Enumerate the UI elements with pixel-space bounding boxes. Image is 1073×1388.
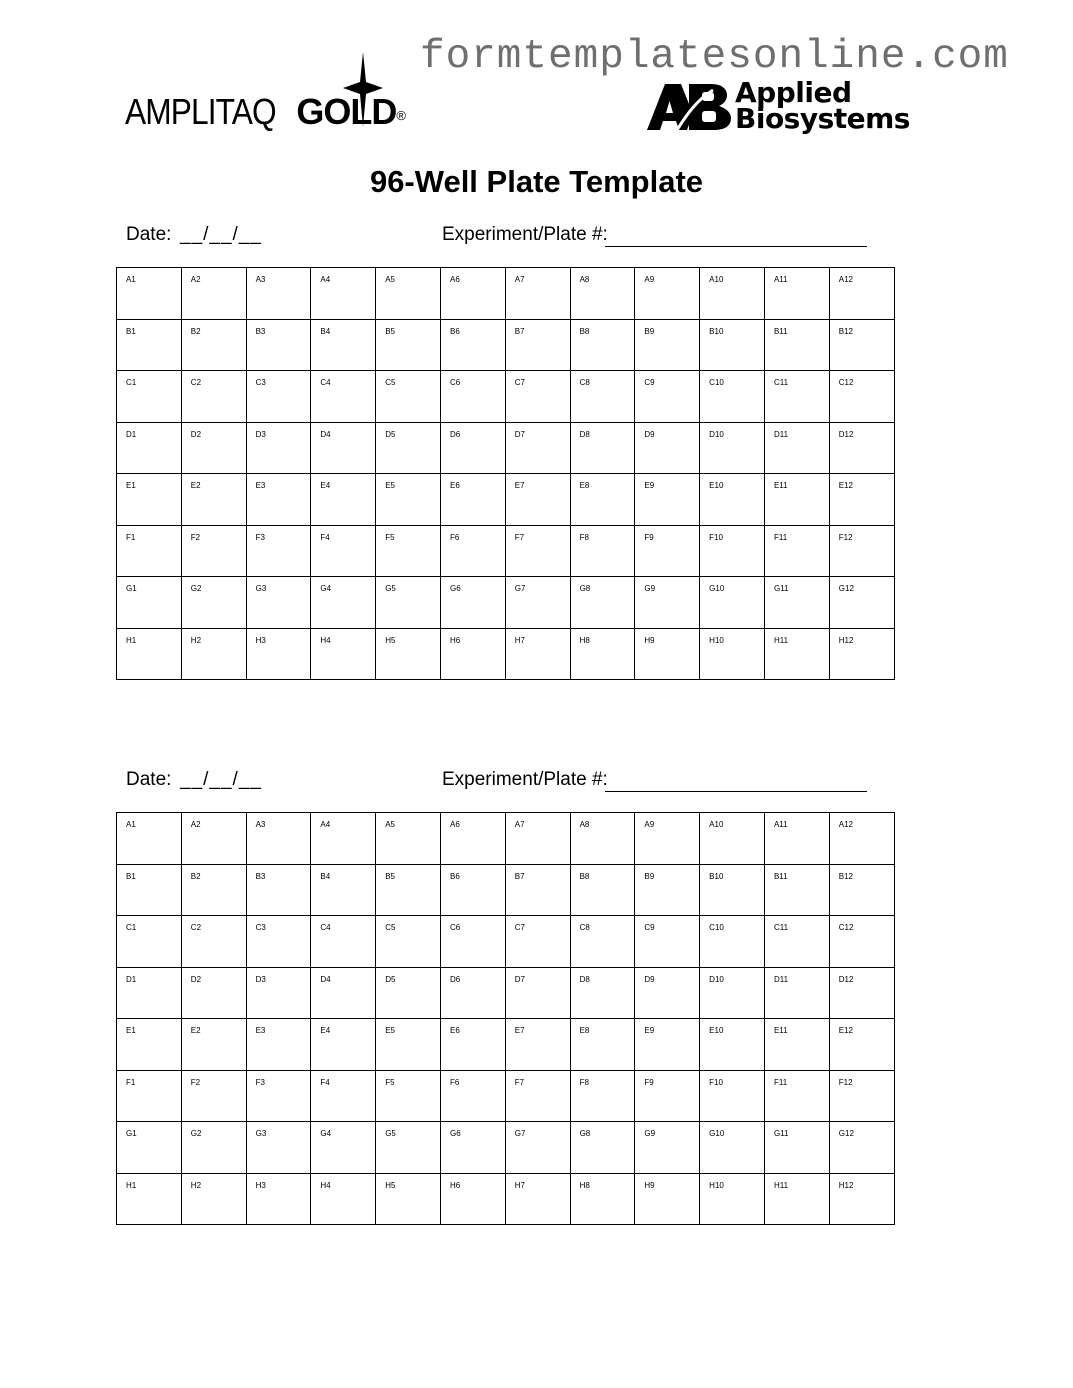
well-cell[interactable]: D4 [311, 422, 376, 474]
plate-row [117, 813, 895, 865]
well-cell[interactable]: E2 [181, 474, 246, 526]
well-cell[interactable]: E4 [311, 474, 376, 526]
well-cell[interactable]: A4 [311, 268, 376, 320]
well-cell[interactable]: D2 [181, 422, 246, 474]
well-cell[interactable]: H2 [181, 628, 246, 680]
well-cell[interactable]: D11 [764, 422, 829, 474]
well-cell[interactable]: F7 [505, 525, 570, 577]
well-cell[interactable]: G9 [635, 577, 700, 629]
well-cell[interactable]: G5 [376, 577, 441, 629]
well-cell[interactable]: G1 [117, 1122, 182, 1174]
well-cell[interactable]: D10 [700, 422, 765, 474]
well-cell[interactable]: A8 [570, 813, 635, 865]
well-cell[interactable]: E3 [246, 474, 311, 526]
well-cell[interactable]: C2 [181, 916, 246, 968]
well-cell[interactable]: B12 [829, 864, 894, 916]
well-cell[interactable]: C10 [700, 371, 765, 423]
well-cell[interactable]: E9 [635, 1019, 700, 1071]
well-cell[interactable]: E7 [505, 1019, 570, 1071]
logo-word-applied: Applied [735, 76, 852, 109]
well-cell[interactable]: D7 [505, 422, 570, 474]
well-cell[interactable]: D7 [505, 967, 570, 1019]
well-cell[interactable]: C8 [570, 916, 635, 968]
plate-row [117, 577, 895, 629]
well-cell[interactable]: B2 [181, 319, 246, 371]
well-cell[interactable]: G12 [829, 577, 894, 629]
well-cell[interactable]: C5 [376, 916, 441, 968]
well-cell[interactable]: F4 [311, 1070, 376, 1122]
logo-word-biosystems: Biosystems [735, 102, 910, 135]
plate-row [117, 268, 895, 320]
well-cell[interactable]: B8 [570, 864, 635, 916]
well-cell[interactable]: D11 [764, 967, 829, 1019]
well-cell[interactable]: E11 [764, 1019, 829, 1071]
well-cell[interactable]: B5 [376, 864, 441, 916]
well-cell[interactable]: H6 [440, 1173, 505, 1225]
well-cell[interactable]: G2 [181, 1122, 246, 1174]
well-cell[interactable]: D5 [376, 967, 441, 1019]
well-cell[interactable]: E4 [311, 1019, 376, 1071]
well-cell[interactable]: E1 [117, 1019, 182, 1071]
well-cell[interactable]: D10 [700, 967, 765, 1019]
well-cell[interactable]: C12 [829, 916, 894, 968]
well-cell[interactable]: F6 [440, 1070, 505, 1122]
well-cell[interactable]: F8 [570, 1070, 635, 1122]
well-cell[interactable]: C3 [246, 916, 311, 968]
plate-row [117, 864, 895, 916]
well-cell[interactable]: H7 [505, 1173, 570, 1225]
well-cell[interactable]: A2 [181, 813, 246, 865]
well-cell[interactable]: A5 [376, 268, 441, 320]
well-cell[interactable]: A3 [246, 268, 311, 320]
date-label: Date: [126, 769, 172, 790]
well-cell[interactable]: G6 [440, 1122, 505, 1174]
experiment-field[interactable] [605, 246, 867, 247]
well-cell[interactable]: F10 [700, 525, 765, 577]
well-cell[interactable]: C11 [764, 916, 829, 968]
well-cell[interactable]: B10 [700, 319, 765, 371]
well-cell[interactable]: F11 [764, 525, 829, 577]
well-cell[interactable]: H5 [376, 1173, 441, 1225]
experiment-field[interactable] [605, 791, 867, 792]
well-cell[interactable]: C11 [764, 371, 829, 423]
well-cell[interactable]: G7 [505, 1122, 570, 1174]
logo-word-amplitaq: AMPLITAQ [125, 91, 276, 132]
well-cell[interactable]: B11 [764, 319, 829, 371]
well-cell[interactable]: C5 [376, 371, 441, 423]
experiment-label: Experiment/Plate #: [442, 769, 608, 790]
well-cell[interactable]: H10 [700, 628, 765, 680]
well-cell[interactable]: H9 [635, 628, 700, 680]
plate-section-2 [116, 767, 894, 1225]
well-cell[interactable]: H9 [635, 1173, 700, 1225]
well-cell[interactable]: A10 [700, 813, 765, 865]
plate-row [117, 916, 895, 968]
well-cell[interactable]: B9 [635, 864, 700, 916]
page-title: 96-Well Plate Template [369, 164, 704, 199]
well-cell[interactable]: B5 [376, 319, 441, 371]
well-cell[interactable]: F7 [505, 1070, 570, 1122]
well-cell[interactable]: D2 [181, 967, 246, 1019]
well-cell[interactable]: F2 [181, 525, 246, 577]
well-cell[interactable]: A7 [505, 813, 570, 865]
well-cell[interactable]: G11 [764, 577, 829, 629]
well-cell[interactable]: B7 [505, 319, 570, 371]
well-cell[interactable]: E9 [635, 474, 700, 526]
well-plate-grid [116, 812, 895, 1225]
well-cell[interactable]: G2 [181, 577, 246, 629]
plate-row [117, 371, 895, 423]
well-cell[interactable]: E7 [505, 474, 570, 526]
well-cell[interactable]: D8 [570, 422, 635, 474]
well-cell[interactable]: B11 [764, 864, 829, 916]
well-cell[interactable]: E8 [570, 474, 635, 526]
well-cell[interactable]: A5 [376, 813, 441, 865]
well-cell[interactable]: G8 [570, 577, 635, 629]
well-cell[interactable]: G7 [505, 577, 570, 629]
plate-row [117, 1173, 895, 1225]
plate-section-1 [116, 222, 894, 680]
well-cell[interactable]: G10 [700, 1122, 765, 1174]
watermark-text: formtemplatesonline.com [420, 34, 1009, 80]
well-cell[interactable]: H10 [700, 1173, 765, 1225]
applied-biosystems-logo [647, 76, 910, 140]
well-cell[interactable]: G1 [117, 577, 182, 629]
plate-row [117, 967, 895, 1019]
plate-row [117, 628, 895, 680]
experiment-label: Experiment/Plate #: [442, 224, 608, 245]
well-cell[interactable]: F3 [246, 525, 311, 577]
well-cell[interactable]: H4 [311, 1173, 376, 1225]
well-cell[interactable]: E12 [829, 1019, 894, 1071]
well-cell[interactable]: C6 [440, 371, 505, 423]
well-cell[interactable]: E3 [246, 1019, 311, 1071]
well-cell[interactable]: E8 [570, 1019, 635, 1071]
well-cell[interactable]: E5 [376, 1019, 441, 1071]
well-cell[interactable]: G9 [635, 1122, 700, 1174]
well-cell[interactable]: G11 [764, 1122, 829, 1174]
well-cell[interactable]: C2 [181, 371, 246, 423]
well-cell[interactable]: D1 [117, 967, 182, 1019]
well-cell[interactable]: G3 [246, 1122, 311, 1174]
well-cell[interactable]: F5 [376, 525, 441, 577]
well-cell[interactable]: F1 [117, 525, 182, 577]
well-cell[interactable]: C1 [117, 371, 182, 423]
well-cell[interactable]: F9 [635, 1070, 700, 1122]
well-cell[interactable]: C7 [505, 916, 570, 968]
well-cell[interactable]: B4 [311, 864, 376, 916]
well-cell[interactable]: B6 [440, 864, 505, 916]
well-cell[interactable]: D8 [570, 967, 635, 1019]
well-cell[interactable]: A3 [246, 813, 311, 865]
well-cell[interactable]: C4 [311, 916, 376, 968]
well-cell[interactable]: C10 [700, 916, 765, 968]
well-cell[interactable]: B4 [311, 319, 376, 371]
well-plate-grid [116, 267, 895, 680]
well-cell[interactable]: D12 [829, 422, 894, 474]
well-cell[interactable]: D4 [311, 967, 376, 1019]
well-cell[interactable]: A9 [635, 268, 700, 320]
well-cell[interactable]: G4 [311, 577, 376, 629]
well-cell[interactable]: D12 [829, 967, 894, 1019]
well-cell[interactable]: B3 [246, 864, 311, 916]
plate-header [116, 222, 894, 267]
well-cell[interactable]: E6 [440, 474, 505, 526]
well-cell[interactable]: C4 [311, 371, 376, 423]
well-cell[interactable]: H12 [829, 628, 894, 680]
plate-row [117, 1122, 895, 1174]
well-cell[interactable]: G5 [376, 1122, 441, 1174]
plate-row [117, 1070, 895, 1122]
well-cell[interactable]: A4 [311, 813, 376, 865]
well-cell[interactable]: C3 [246, 371, 311, 423]
well-cell[interactable]: H1 [117, 1173, 182, 1225]
well-cell[interactable]: A11 [764, 813, 829, 865]
well-cell[interactable]: A8 [570, 268, 635, 320]
well-cell[interactable]: A12 [829, 813, 894, 865]
well-cell[interactable]: A11 [764, 268, 829, 320]
well-cell[interactable]: F11 [764, 1070, 829, 1122]
plate-row [117, 1019, 895, 1071]
well-cell[interactable]: B6 [440, 319, 505, 371]
well-cell[interactable]: A2 [181, 268, 246, 320]
well-cell[interactable]: F5 [376, 1070, 441, 1122]
well-cell[interactable]: D9 [635, 422, 700, 474]
well-cell[interactable]: D5 [376, 422, 441, 474]
well-cell[interactable]: F12 [829, 525, 894, 577]
well-cell[interactable]: E12 [829, 474, 894, 526]
well-cell[interactable]: H11 [764, 628, 829, 680]
plate-row [117, 474, 895, 526]
well-cell[interactable]: H8 [570, 1173, 635, 1225]
well-cell[interactable]: A6 [440, 813, 505, 865]
well-cell[interactable]: B3 [246, 319, 311, 371]
well-cell[interactable]: G10 [700, 577, 765, 629]
plate-header [116, 767, 894, 812]
well-cell[interactable]: F12 [829, 1070, 894, 1122]
well-cell[interactable]: E6 [440, 1019, 505, 1071]
well-cell[interactable]: B10 [700, 864, 765, 916]
well-cell[interactable]: A9 [635, 813, 700, 865]
well-cell[interactable]: E10 [700, 1019, 765, 1071]
well-cell[interactable]: B2 [181, 864, 246, 916]
well-cell[interactable]: H3 [246, 1173, 311, 1225]
well-cell[interactable]: F8 [570, 525, 635, 577]
date-field[interactable]: __/__/__ [180, 769, 262, 790]
well-cell[interactable]: B8 [570, 319, 635, 371]
well-cell[interactable]: G6 [440, 577, 505, 629]
amplitaq-gold-logo [125, 52, 406, 132]
well-cell[interactable]: H8 [570, 628, 635, 680]
well-cell[interactable]: D3 [246, 967, 311, 1019]
well-cell[interactable]: B9 [635, 319, 700, 371]
well-cell[interactable]: E5 [376, 474, 441, 526]
date-label: Date: [126, 224, 172, 245]
well-cell[interactable]: G12 [829, 1122, 894, 1174]
well-cell[interactable]: B7 [505, 864, 570, 916]
well-cell[interactable]: A12 [829, 268, 894, 320]
well-cell[interactable]: C9 [635, 916, 700, 968]
well-cell[interactable]: G4 [311, 1122, 376, 1174]
well-cell[interactable]: E10 [700, 474, 765, 526]
well-cell[interactable]: A6 [440, 268, 505, 320]
well-cell[interactable]: C12 [829, 371, 894, 423]
well-cell[interactable]: B12 [829, 319, 894, 371]
well-cell[interactable]: F2 [181, 1070, 246, 1122]
logo-word-gold: GOLD [296, 91, 397, 132]
well-cell[interactable]: B1 [117, 319, 182, 371]
well-cell[interactable]: D6 [440, 422, 505, 474]
well-cell[interactable]: F10 [700, 1070, 765, 1122]
well-cell[interactable]: C1 [117, 916, 182, 968]
well-cell[interactable]: D6 [440, 967, 505, 1019]
well-cell[interactable]: D3 [246, 422, 311, 474]
plate-row [117, 422, 895, 474]
well-cell[interactable]: F4 [311, 525, 376, 577]
well-cell[interactable]: A1 [117, 268, 182, 320]
well-cell[interactable]: C9 [635, 371, 700, 423]
plate-row [117, 319, 895, 371]
well-cell[interactable]: F1 [117, 1070, 182, 1122]
well-cell[interactable]: F6 [440, 525, 505, 577]
well-cell[interactable]: H2 [181, 1173, 246, 1225]
date-field[interactable]: __/__/__ [180, 224, 262, 245]
well-cell[interactable]: C7 [505, 371, 570, 423]
well-cell[interactable]: H11 [764, 1173, 829, 1225]
well-cell[interactable]: C6 [440, 916, 505, 968]
well-cell[interactable]: A1 [117, 813, 182, 865]
well-cell[interactable]: E11 [764, 474, 829, 526]
well-cell[interactable]: D9 [635, 967, 700, 1019]
well-cell[interactable]: C8 [570, 371, 635, 423]
well-cell[interactable]: G8 [570, 1122, 635, 1174]
well-cell[interactable]: A10 [700, 268, 765, 320]
ab-monogram-icon [647, 84, 731, 130]
well-cell[interactable]: A7 [505, 268, 570, 320]
well-cell[interactable]: H4 [311, 628, 376, 680]
well-cell[interactable]: H6 [440, 628, 505, 680]
well-cell[interactable]: B1 [117, 864, 182, 916]
well-cell[interactable]: E2 [181, 1019, 246, 1071]
well-cell[interactable]: D1 [117, 422, 182, 474]
well-cell[interactable]: H12 [829, 1173, 894, 1225]
well-cell[interactable]: G3 [246, 577, 311, 629]
well-cell[interactable]: H5 [376, 628, 441, 680]
well-cell[interactable]: H7 [505, 628, 570, 680]
registered-mark: ® [396, 108, 406, 123]
well-cell[interactable]: E1 [117, 474, 182, 526]
plate-row [117, 525, 895, 577]
well-cell[interactable]: H3 [246, 628, 311, 680]
well-cell[interactable]: H1 [117, 628, 182, 680]
well-cell[interactable]: F9 [635, 525, 700, 577]
well-cell[interactable]: F3 [246, 1070, 311, 1122]
